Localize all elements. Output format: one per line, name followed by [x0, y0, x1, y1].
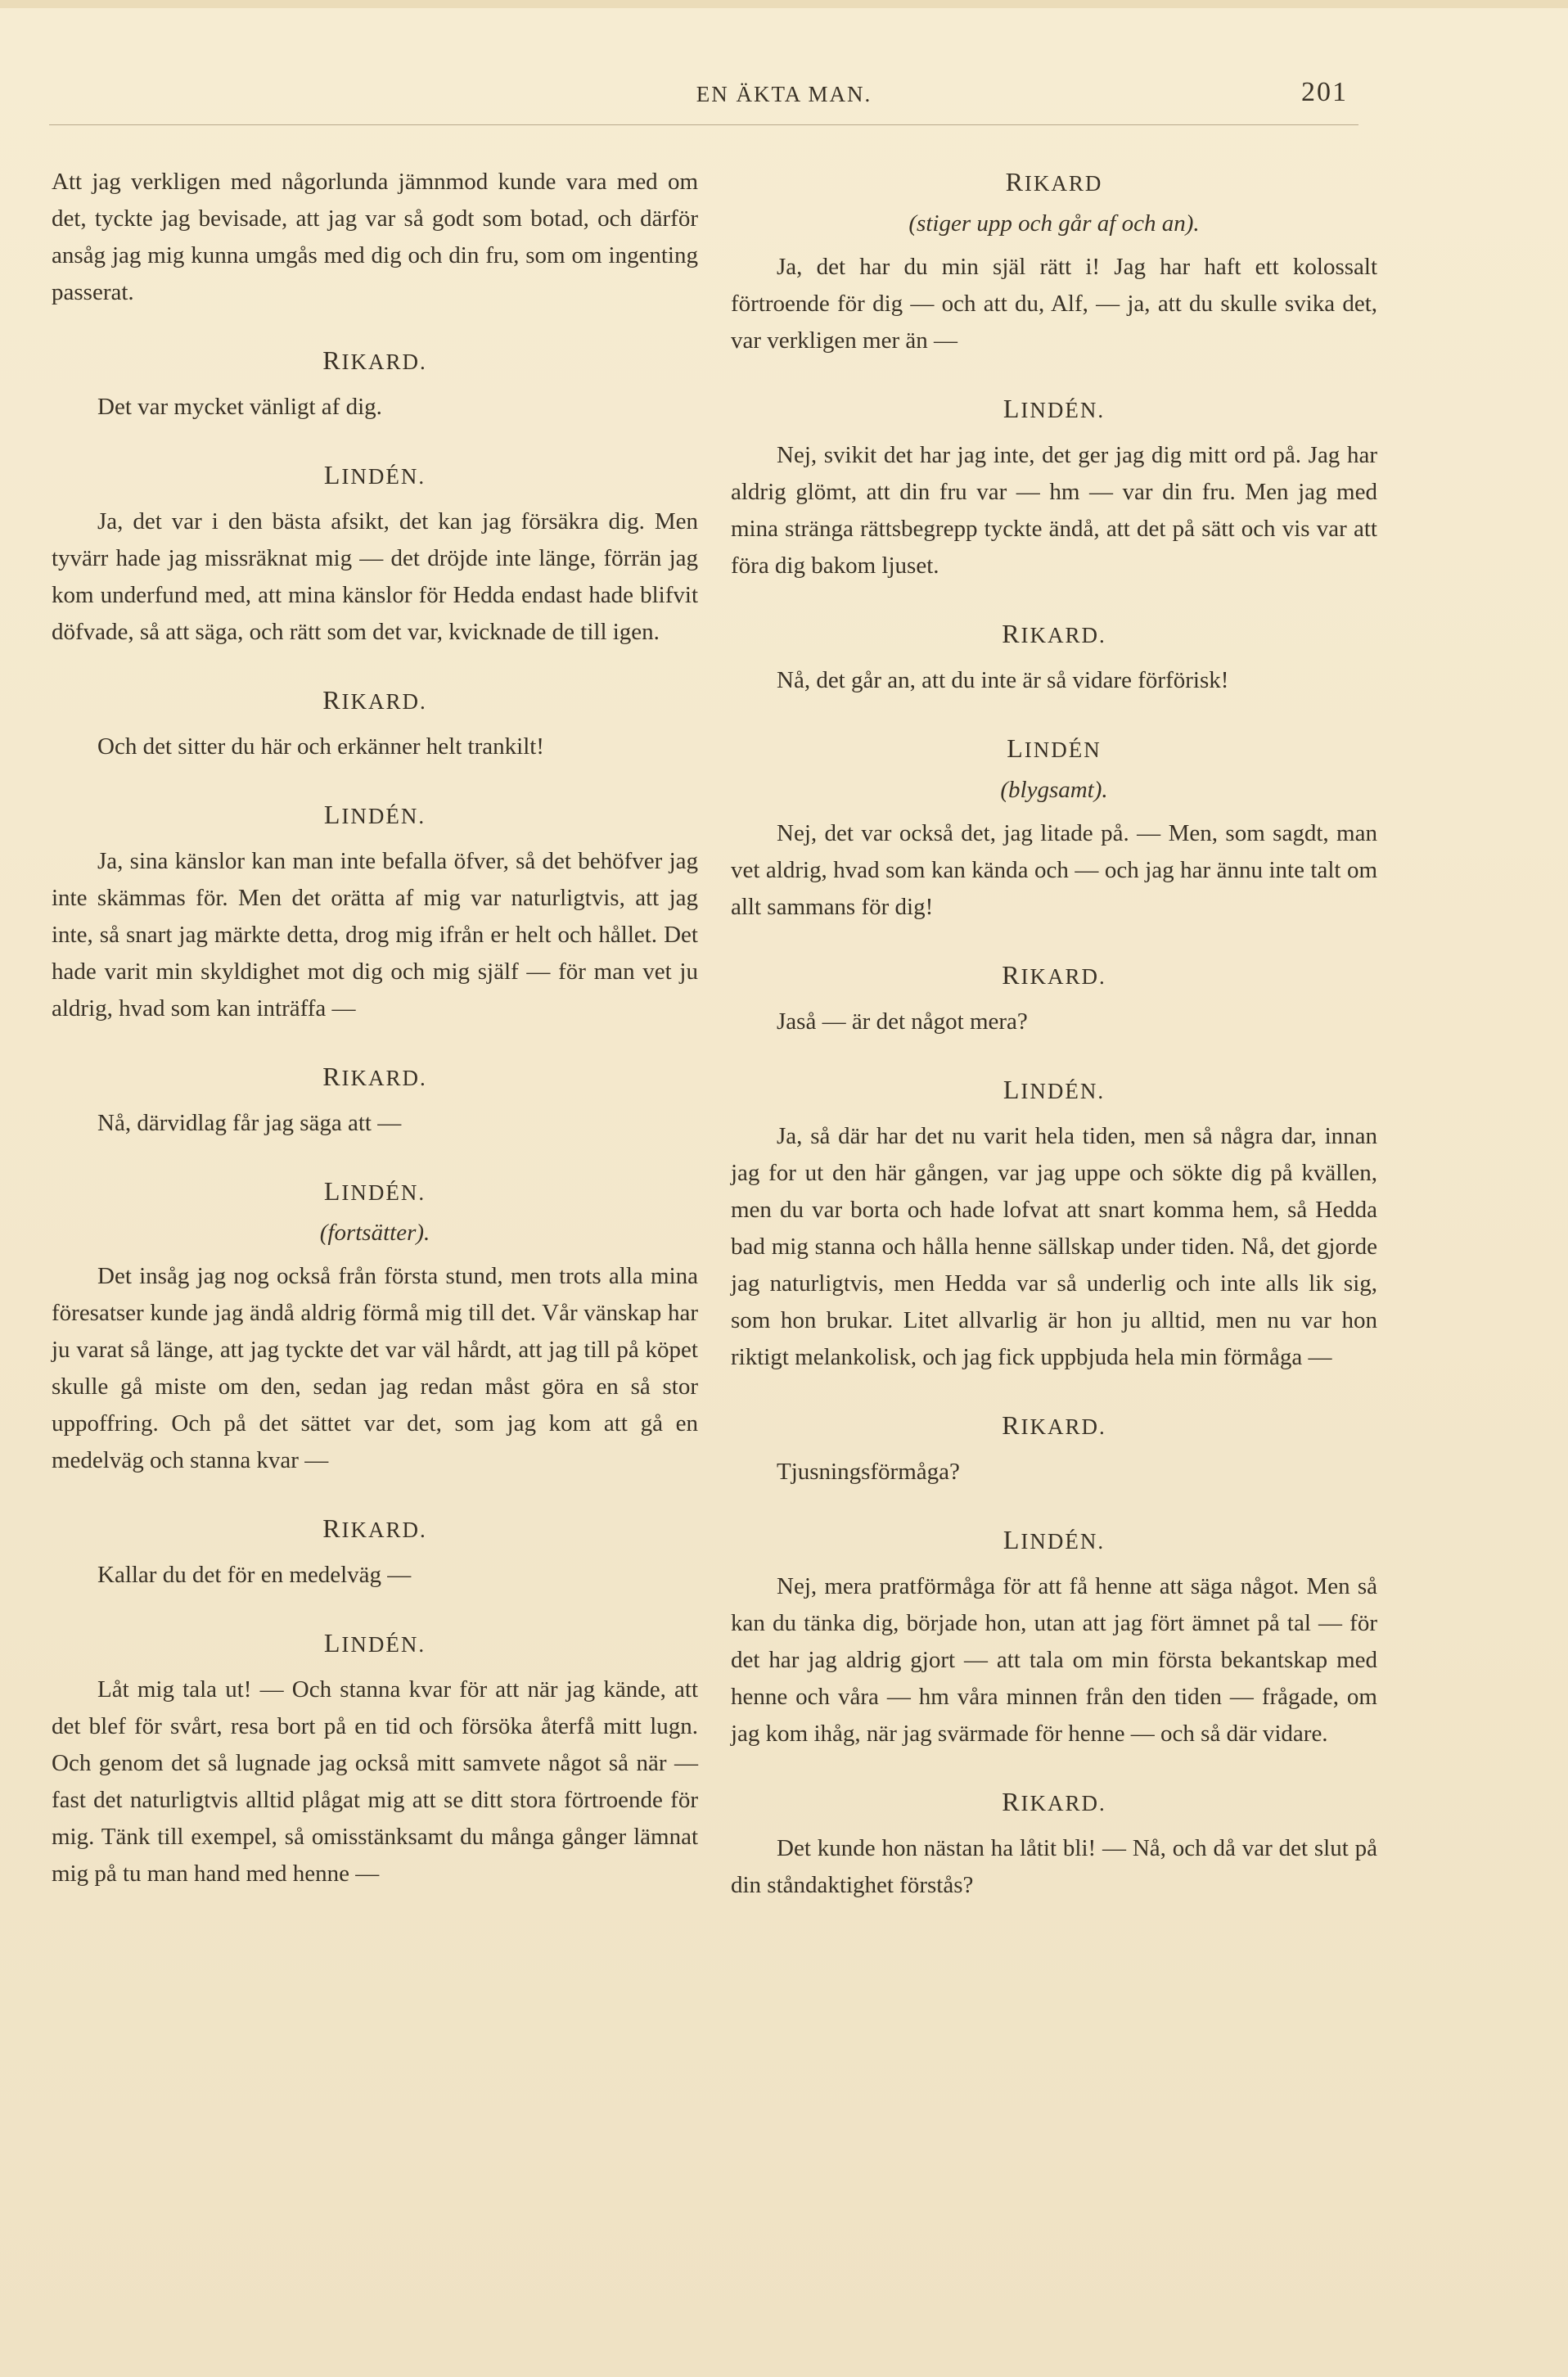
speaker-rest: INDÉN. — [341, 804, 426, 828]
dialogue-paragraph: Ja, så där har det nu varit hela tiden, men så några dar, innan jag for ut den här gången, var jag uppe och sökte dig på kvällen, men du var borta och hade lofvat att snart komma hem, så Hedda bad mig stanna och hålla henne sällskap under tiden. Nå, det gjorde jag naturligtvis, men Hedda var så underlig och inte alls lik sig, som hon brukar. Litet allvarlig är hon ju alltid, men nu var hon riktigt melankolisk, och jag fick uppbjuda hela min förmåga — — [731, 1123, 1377, 1370]
speaker-initial: R — [1002, 960, 1021, 990]
speaker-initial: R — [322, 1513, 342, 1543]
speaker-name — [731, 957, 1377, 995]
speaker-rest: INDÉN. — [341, 1180, 426, 1205]
dialogue-paragraph: Jaså — är det något mera? — [777, 1008, 1028, 1035]
page-top-edge — [0, 0, 1568, 8]
speaker-name — [52, 1058, 698, 1097]
speaker-initial: L — [1007, 733, 1025, 763]
right-column — [731, 164, 1377, 1935]
dialogue-paragraph: Det var mycket vänligt af dig. — [97, 394, 382, 420]
speaker-initial: L — [1003, 394, 1021, 423]
speaker-name — [731, 390, 1377, 429]
dialogue-paragraph: Nå, det går an, att du inte är så vidare förförisk! — [777, 667, 1229, 693]
header-rule — [49, 124, 1358, 125]
speaker-initial: L — [1003, 1525, 1021, 1554]
speaker-rest: IKARD. — [341, 1518, 427, 1542]
speaker-rest: IKARD. — [341, 1066, 427, 1090]
page-number: 201 — [1301, 77, 1348, 107]
dialogue-paragraph: Ja, det har du min själ rätt i! Jag har haft ett kolossalt förtroende för dig — och att du, Alf, — ja, att du skulle svika det, var verkligen mer än — — [731, 254, 1377, 354]
stage-direction: (stiger upp och går af och an). — [908, 210, 1200, 237]
dialogue-paragraph: Tjusningsförmåga? — [777, 1459, 960, 1485]
speaker-rest: INDÉN. — [341, 464, 426, 489]
speaker-initial: L — [323, 460, 342, 489]
dialogue-paragraph: Ja, sina känslor kan man inte befalla öfver, så det behöfver jag inte skämmas för. Men det orätta af mig var naturligtvis, att jag inte, så snart jag märkte detta, drog mig ifrån er helt och hållet. Det hade varit min skyldighet mot dig och mig själf — för man vet ju aldrig, hvad som kan inträffa — — [52, 848, 698, 1022]
speaker-name — [731, 1407, 1377, 1446]
stage-direction: (blygsamt). — [1000, 777, 1108, 803]
dialogue-paragraph: Nej, mera pratförmåga för att få henne att säga något. Men så kan du tänka dig, började hon, utan att jag fört ämnet på tal — för det har jag aldrig gjort — att tala om min första bekantskap med henne och våra — hm våra minnen från den tiden — frågade, om jag kom ihåg, när jag svärmade för henne — och så där vidare. — [731, 1573, 1377, 1747]
speaker-name — [52, 457, 698, 495]
speaker-rest: INDÉN. — [1021, 1079, 1106, 1103]
speaker-initial: L — [323, 800, 342, 829]
speaker-rest: INDÉN. — [1021, 1529, 1106, 1554]
speaker-name — [731, 730, 1377, 769]
dialogue-paragraph: Det kunde hon nästan ha låtit bli! — Nå, och då var det slut på din ståndaktighet förstås? — [731, 1835, 1377, 1898]
speaker-name — [731, 164, 1377, 202]
speaker-rest: IKARD. — [341, 350, 427, 374]
speaker-name — [52, 682, 698, 720]
speaker-rest: INDÉN — [1024, 737, 1102, 762]
speaker-initial: L — [1003, 1075, 1021, 1104]
dialogue-paragraph: Nå, därvidlag får jag säga att — — [97, 1110, 402, 1136]
dialogue-paragraph: Kallar du det för en medelväg — — [97, 1562, 412, 1588]
speaker-name — [52, 1173, 698, 1211]
speaker-rest: INDÉN. — [1021, 398, 1106, 422]
left-column — [52, 164, 698, 1924]
speaker-name — [52, 342, 698, 381]
speaker-name — [52, 1625, 698, 1663]
running-header: EN ÄKTA MAN. — [696, 82, 872, 106]
speaker-initial: R — [322, 1062, 342, 1091]
speaker-initial: R — [1002, 619, 1021, 648]
speaker-rest: IKARD. — [1021, 964, 1106, 989]
dialogue-paragraph: Och det sitter du här och erkänner helt trankilt! — [97, 733, 544, 760]
speaker-name — [52, 796, 698, 835]
speaker-initial: R — [322, 685, 342, 715]
speaker-name — [731, 1784, 1377, 1822]
speaker-rest: IKARD. — [1021, 623, 1106, 647]
speaker-initial: R — [1002, 1410, 1021, 1440]
speaker-initial: R — [1005, 167, 1025, 196]
stage-direction: (fortsätter). — [319, 1220, 430, 1246]
dialogue-paragraph: Nej, det var också det, jag litade på. — Men, som sagdt, man vet aldrig, hvad som kan kända och — och jag har ännu inte talt om allt sammans för dig! — [731, 820, 1377, 920]
dialogue-paragraph: Det insåg jag nog också från första stund, men trots alla mina föresatser kunde jag ändå aldrig förmå mig till det. Vår vänskap har ju varat så länge, att jag tyckte det var väl hårdt, att jag till på köpet skulle gå miste om den, sedan jag redan måst göra en så stor uppoffring. Och på det sättet var det, som jag kom att gå en medelväg och stanna kvar — — [52, 1263, 698, 1473]
speaker-name — [52, 1510, 698, 1549]
dialogue-paragraph: Att jag verkligen med någorlunda jämnmod kunde vara med om det, tyckte jag bevisade, att jag var så godt som botad, och därför ansåg jag mig kunna umgås med dig och din fru, som om ingenting passerat. — [52, 169, 698, 305]
speaker-initial: R — [1002, 1787, 1021, 1816]
speaker-rest: IKARD. — [1021, 1414, 1106, 1439]
speaker-initial: L — [323, 1628, 342, 1658]
speaker-rest: IKARD — [1024, 171, 1103, 196]
speaker-name — [731, 1522, 1377, 1560]
speaker-initial: R — [322, 345, 342, 375]
dialogue-paragraph: Ja, det var i den bästa afsikt, det kan jag försäkra dig. Men tyvärr hade jag missräknat mig — det dröjde inte länge, förrän jag kom underfund med, att mina känslor för Hedda endast hade blifvit döfvade, så att säga, och rätt som det var, kvicknade de till igen. — [52, 508, 698, 645]
speaker-rest: IKARD. — [1021, 1791, 1106, 1815]
speaker-rest: IKARD. — [341, 689, 427, 714]
dialogue-paragraph: Låt mig tala ut! — Och stanna kvar för att när jag kände, att det blef för svårt, resa bort på en tid och försöka återfå mitt lugn. Och genom det så lugnade jag också mitt samvete något så när — fast det naturligtvis alltid plågat mig att se ditt stora förtroende för mig. Tänk till exempel, så omisstänksamt du många gånger lämnat mig på tu man hand med henne — — [52, 1676, 698, 1887]
speaker-initial: L — [323, 1176, 342, 1206]
speaker-name — [731, 616, 1377, 654]
speaker-name — [731, 1071, 1377, 1110]
speaker-rest: INDÉN. — [341, 1632, 426, 1657]
dialogue-paragraph: Nej, svikit det har jag inte, det ger jag dig mitt ord på. Jag har aldrig glömt, att din fru var — hm — var din fru. Men jag med mina stränga rättsbegrepp tyckte ändå, att det på sätt och vis var att föra dig bakom ljuset. — [731, 442, 1377, 579]
